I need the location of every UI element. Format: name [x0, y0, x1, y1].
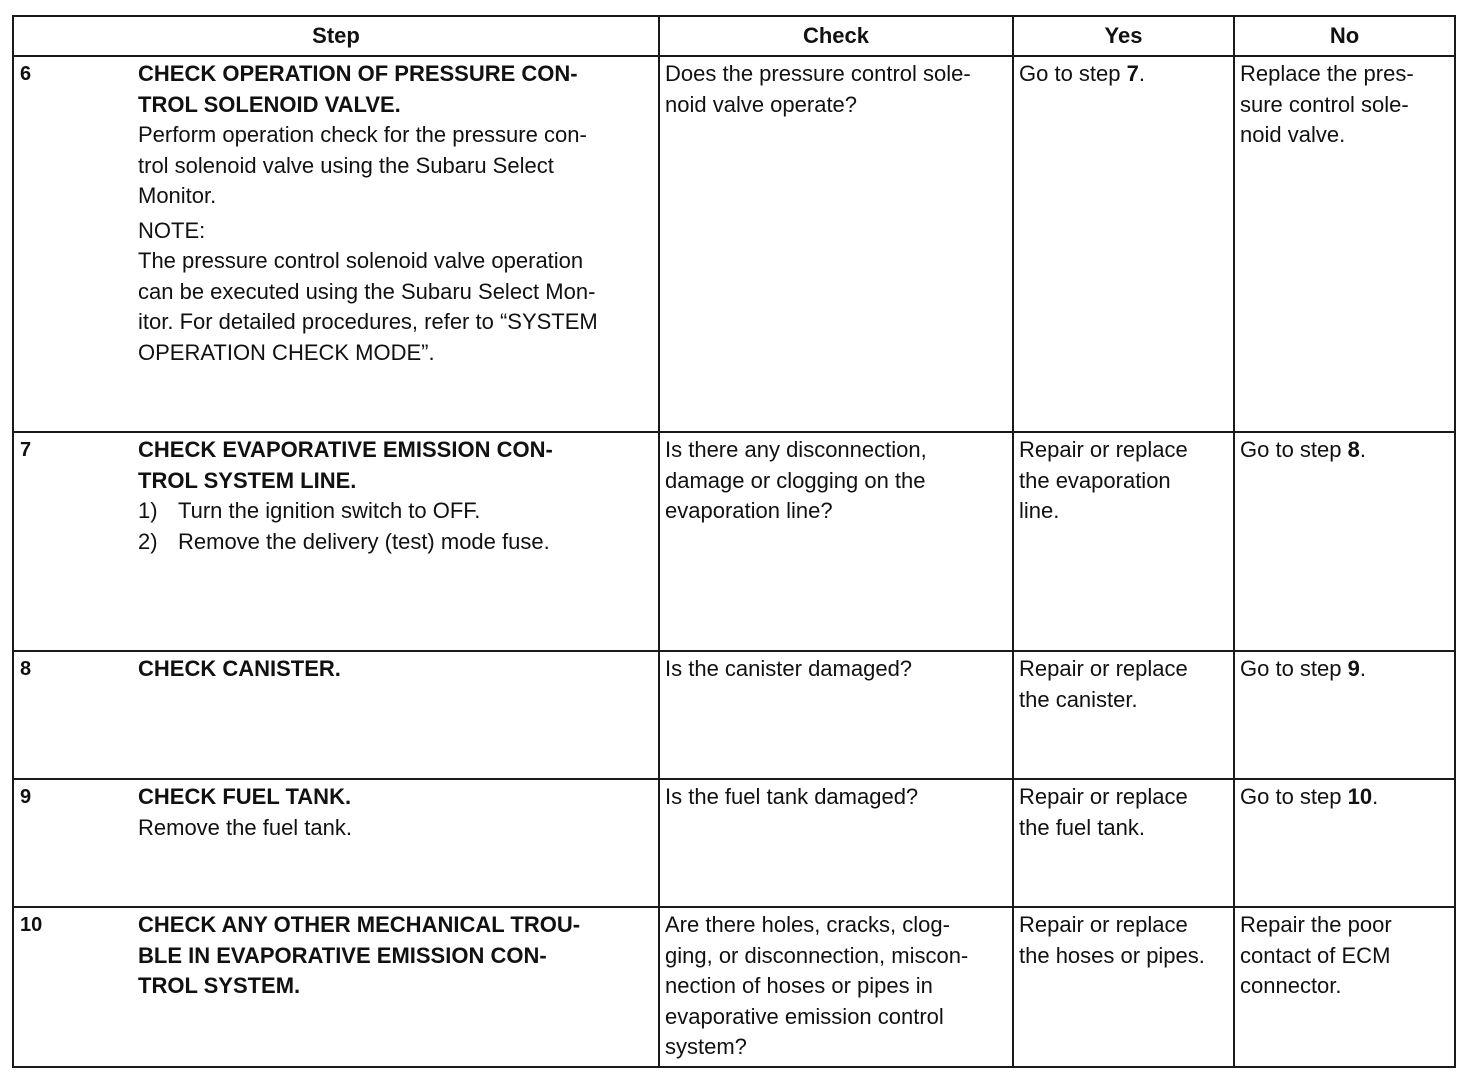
step-number: 9 [20, 786, 32, 808]
item-text: Remove the delivery (test) mode fuse. [178, 528, 550, 554]
no-cell [1234, 779, 1455, 907]
header-no: No [1234, 16, 1455, 56]
no-suffix: . [1359, 656, 1366, 681]
step-text: Perform operation check for the pressure con- trol solenoid valve using the Subaru Select Monitor. [138, 122, 587, 208]
no-cell [1234, 432, 1455, 651]
yes-cell [1013, 56, 1234, 432]
diagnostic-table [12, 15, 1456, 1068]
step-cell [13, 907, 659, 1067]
yes-suffix: . [1138, 61, 1145, 86]
check-cell [659, 432, 1013, 651]
check-text: Is the fuel tank damaged? [665, 784, 919, 809]
no-prefix: Go to step [1240, 784, 1348, 809]
check-cell [659, 779, 1013, 907]
note-label: NOTE: [138, 217, 206, 243]
header-check: Check [659, 16, 1013, 56]
step-title: CHECK FUEL TANK. [138, 784, 352, 809]
step-title: CHECK ANY OTHER MECHANICAL TROU- BLE IN EVAPORATIVE EMISSION CON- TROL SYSTEM. [138, 912, 581, 998]
check-cell [659, 907, 1013, 1067]
no-suffix: . [1372, 784, 1379, 809]
yes-prefix: Go to step [1019, 61, 1127, 86]
header-row [13, 16, 1455, 56]
item-index: 2) [138, 528, 158, 554]
header-yes: Yes [1013, 16, 1234, 56]
numbered-item [138, 527, 653, 558]
no-text: Replace the pres- sure control sole- noid valve. [1240, 61, 1414, 147]
yes-text: Repair or replace the evaporation line. [1019, 437, 1188, 523]
step-number: 7 [20, 439, 32, 461]
no-suffix: . [1359, 437, 1366, 462]
check-cell [659, 651, 1013, 779]
yes-cell [1013, 651, 1234, 779]
no-text: Repair the poor contact of ECM connector. [1240, 912, 1392, 998]
step-cell [13, 651, 659, 779]
yes-text: Repair or replace the hoses or pipes. [1019, 912, 1205, 968]
step-cell [13, 56, 659, 432]
check-text: Are there holes, cracks, clog- ging, or disconnection, miscon- nection of hoses or pipes in evaporative emission control system? [665, 912, 969, 1059]
step-cell [13, 432, 659, 651]
header-step: Step [13, 16, 659, 56]
table-row [13, 56, 1455, 432]
yes-step-ref: 7 [1126, 61, 1139, 86]
yes-cell [1013, 907, 1234, 1067]
numbered-item [138, 496, 653, 527]
no-cell [1234, 907, 1455, 1067]
table-row [13, 651, 1455, 779]
table-row [13, 907, 1455, 1067]
step-number: 8 [20, 658, 32, 680]
no-step-ref: 10 [1347, 784, 1373, 809]
item-text: Turn the ignition switch to OFF. [178, 498, 481, 523]
step-number: 6 [20, 63, 32, 85]
table-row [13, 779, 1455, 907]
yes-cell [1013, 432, 1234, 651]
check-text: Does the pressure control sole- noid valve operate? [665, 61, 971, 117]
step-title: CHECK CANISTER. [138, 656, 341, 681]
step-title: CHECK OPERATION OF PRESSURE CON- TROL SOLENOID VALVE. [138, 61, 578, 117]
check-cell [659, 56, 1013, 432]
no-prefix: Go to step [1240, 437, 1348, 462]
no-cell [1234, 56, 1455, 432]
no-step-ref: 8 [1347, 437, 1360, 462]
step-number: 10 [20, 914, 43, 936]
check-text: Is there any disconnection, damage or clogging on the evaporation line? [665, 437, 927, 523]
table-row [13, 432, 1455, 651]
note-text: The pressure control solenoid valve operation can be executed using the Subaru Select Mon- itor. For detailed procedures, refer to “SYSTEM OPERATION CHECK MODE”. [138, 248, 598, 365]
no-cell [1234, 651, 1455, 779]
no-prefix: Go to step [1240, 656, 1348, 681]
check-text: Is the canister damaged? [665, 656, 913, 681]
step-text: Remove the fuel tank. [138, 814, 353, 840]
yes-text: Repair or replace the canister. [1019, 656, 1188, 712]
no-step-ref: 9 [1347, 656, 1360, 681]
step-title: CHECK EVAPORATIVE EMISSION CON- TROL SYSTEM LINE. [138, 437, 553, 493]
step-cell [13, 779, 659, 907]
yes-text: Repair or replace the fuel tank. [1019, 784, 1188, 840]
item-index: 1) [138, 498, 158, 523]
yes-cell [1013, 779, 1234, 907]
